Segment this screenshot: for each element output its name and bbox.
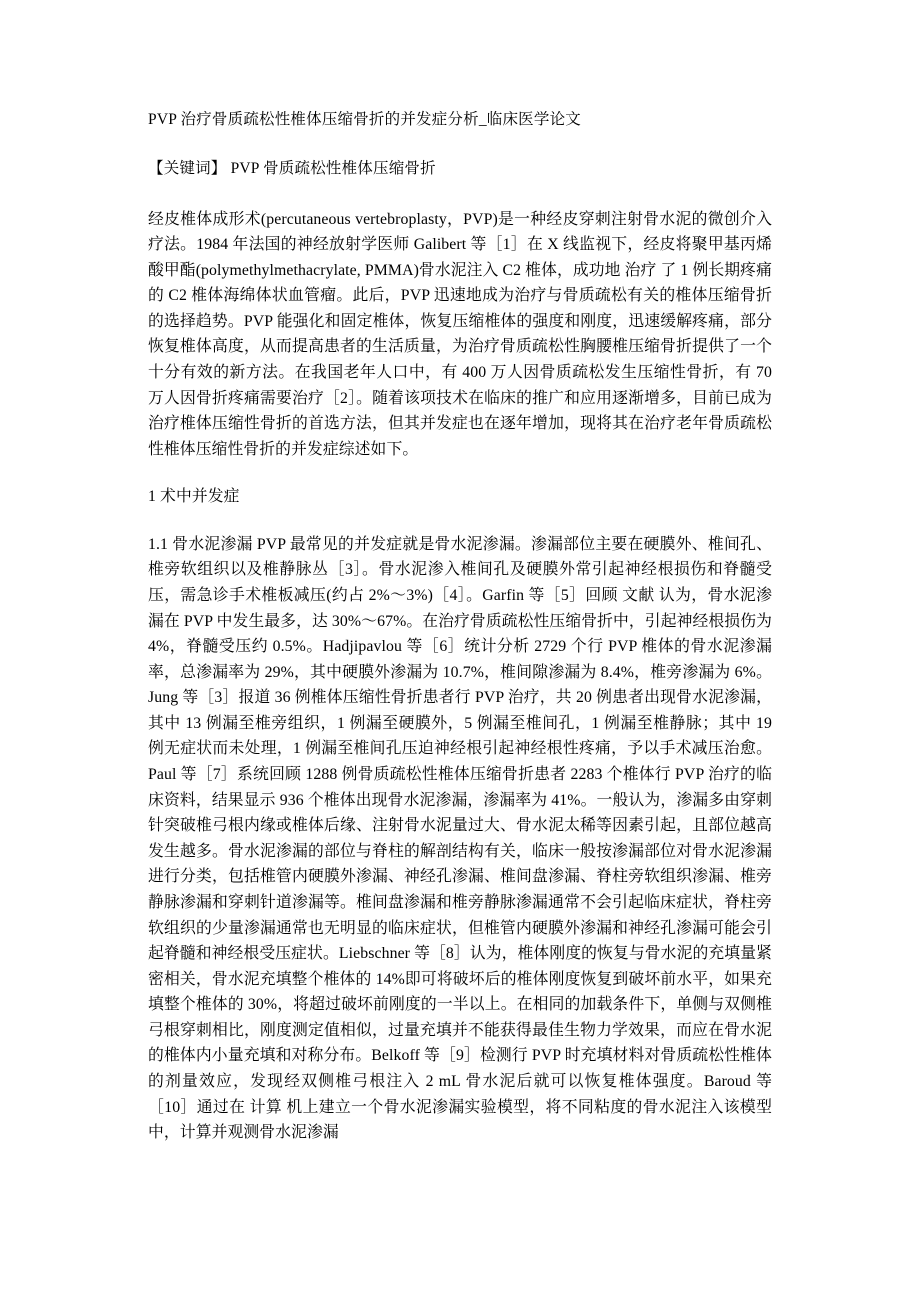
page-title: PVP 治疗骨质疏松性椎体压缩骨折的并发症分析_临床医学论文: [148, 111, 581, 128]
keywords-line: 【关键词】 PVP 骨质疏松性椎体压缩骨折: [148, 160, 436, 178]
section-1-1-paragraph: 1.1 骨水泥渗漏 PVP 最常见的并发症就是骨水泥渗漏。渗漏部位主要在硬膜外、椎间孔、椎旁软组织以及椎静脉丛［3］。骨水泥渗入椎间孔及硬膜外常引起神经根损伤和脊髓受压，需急诊手术椎板减压(约占 2%～3%)［4］。Garfin 等［5］回顾 文献 认为，骨水泥渗漏在 PVP 中发生最多，达 30%～67%。在治疗骨质疏松性压缩骨折中，引起神经根损伤为 4%，脊髓受压约 0.5%。Hadjipavlou 等［6］统计分析 2729 个行 PVP 椎体的骨水泥渗漏率，总渗漏率为 29%，其中硬膜外渗漏为 10.7%，椎间隙渗漏为 8.4%，椎旁渗漏为 6%。Jung 等［3］报道 36 例椎体压缩性骨折患者行 PVP 治疗，共 20 例患者出现骨水泥渗漏，其中 13 例漏至椎旁组织，1 例漏至硬膜外，5 例漏至椎间孔，1 例漏至椎静脉；其中 19 例无症状而未处理，1 例漏至椎间孔压迫神经根引起神经根性疼痛，予以手术减压治愈。Paul 等［7］系统回顾 1288 例骨质疏松性椎体压缩骨折患者 2283 个椎体行 PVP 治疗的临床资料，结果显示 936 个椎体出现骨水泥渗漏，渗漏率为 41%。一般认为，渗漏多由穿刺针突破椎弓根内缘或椎体后缘、注射骨水泥量过大、骨水泥太稀等因素引起，且部位越高发生越多。骨水泥渗漏的部位与脊柱的解剖结构有关，临床一般按渗漏部位对骨水泥渗漏进行分类，包括椎管内硬膜外渗漏、神经孔渗漏、椎间盘渗漏、脊柱旁软组织渗漏、椎旁静脉渗漏和穿刺针道渗漏等。椎间盘渗漏和椎旁静脉渗漏通常不会引起临床症状，脊柱旁软组织的少量渗漏通常也无明显的临床症状，但椎管内硬膜外渗漏和神经孔渗漏可能会引起脊髓和神经根受压症状。Liebschner 等［8］认为，椎体刚度的恢复与骨水泥的充填量紧密相关，骨水泥充填整个椎体的 14%即可将破坏后的椎体刚度恢复到破坏前水平，如果充填整个椎体的 30%，将超过破坏前刚度的一半以上。在相同的加载条件下，单侧与双侧椎弓根穿刺相比，刚度测定值相似，过量充填并不能获得最佳生物力学效果，而应在骨水泥的椎体内小量充填和对称分布。Belkoff 等［9］检测行 PVP 时充填材料对骨质疏松性椎体的剂量效应，发现经双侧椎弓根注入 2 mL 骨水泥后就可以恢复椎体强度。Baroud 等［10］通过在 计算 机上建立一个骨水泥渗漏实验模型，将不同粘度的骨水泥注入该模型中，计算并观测骨水泥渗漏: [148, 535, 772, 1142]
section-1-heading: 1 术中并发症: [148, 488, 240, 506]
intro-paragraph: 经皮椎体成形术(percutaneous vertebroplasty，PVP)是一种经皮穿刺注射骨水泥的微创介入疗法。1984 年法国的神经放射学医师 Galibert 等［1］在 X 线监视下，经皮将聚甲基丙烯酸甲酯(polymethylmethacrylate, PMMA)骨水泥注入 C2 椎体，成功地 治疗 了 1 例长期疼痛的 C2 椎体海绵体状血管瘤。此后，PVP 迅速地成为治疗与骨质疏松有关的椎体压缩骨折的选择趋势。PVP 能强化和固定椎体，恢复压缩椎体的强度和刚度，迅速缓解疼痛，部分恢复椎体高度，从而提高患者的生活质量，为治疗骨质疏松性胸腰椎压缩骨折提供了一个十分有效的新方法。在我国老年人口中，有 400 万人因骨质疏松发生压缩性骨折，有 70 万人因骨折疼痛需要治疗［2］。随着该项技术在临床的推广和应用逐渐增多，目前已成为治疗椎体压缩性骨折的首选方法，但其并发症也在逐年增加，现将其在治疗老年骨质疏松性椎体压缩性骨折的并发症综述如下。: [148, 210, 772, 458]
